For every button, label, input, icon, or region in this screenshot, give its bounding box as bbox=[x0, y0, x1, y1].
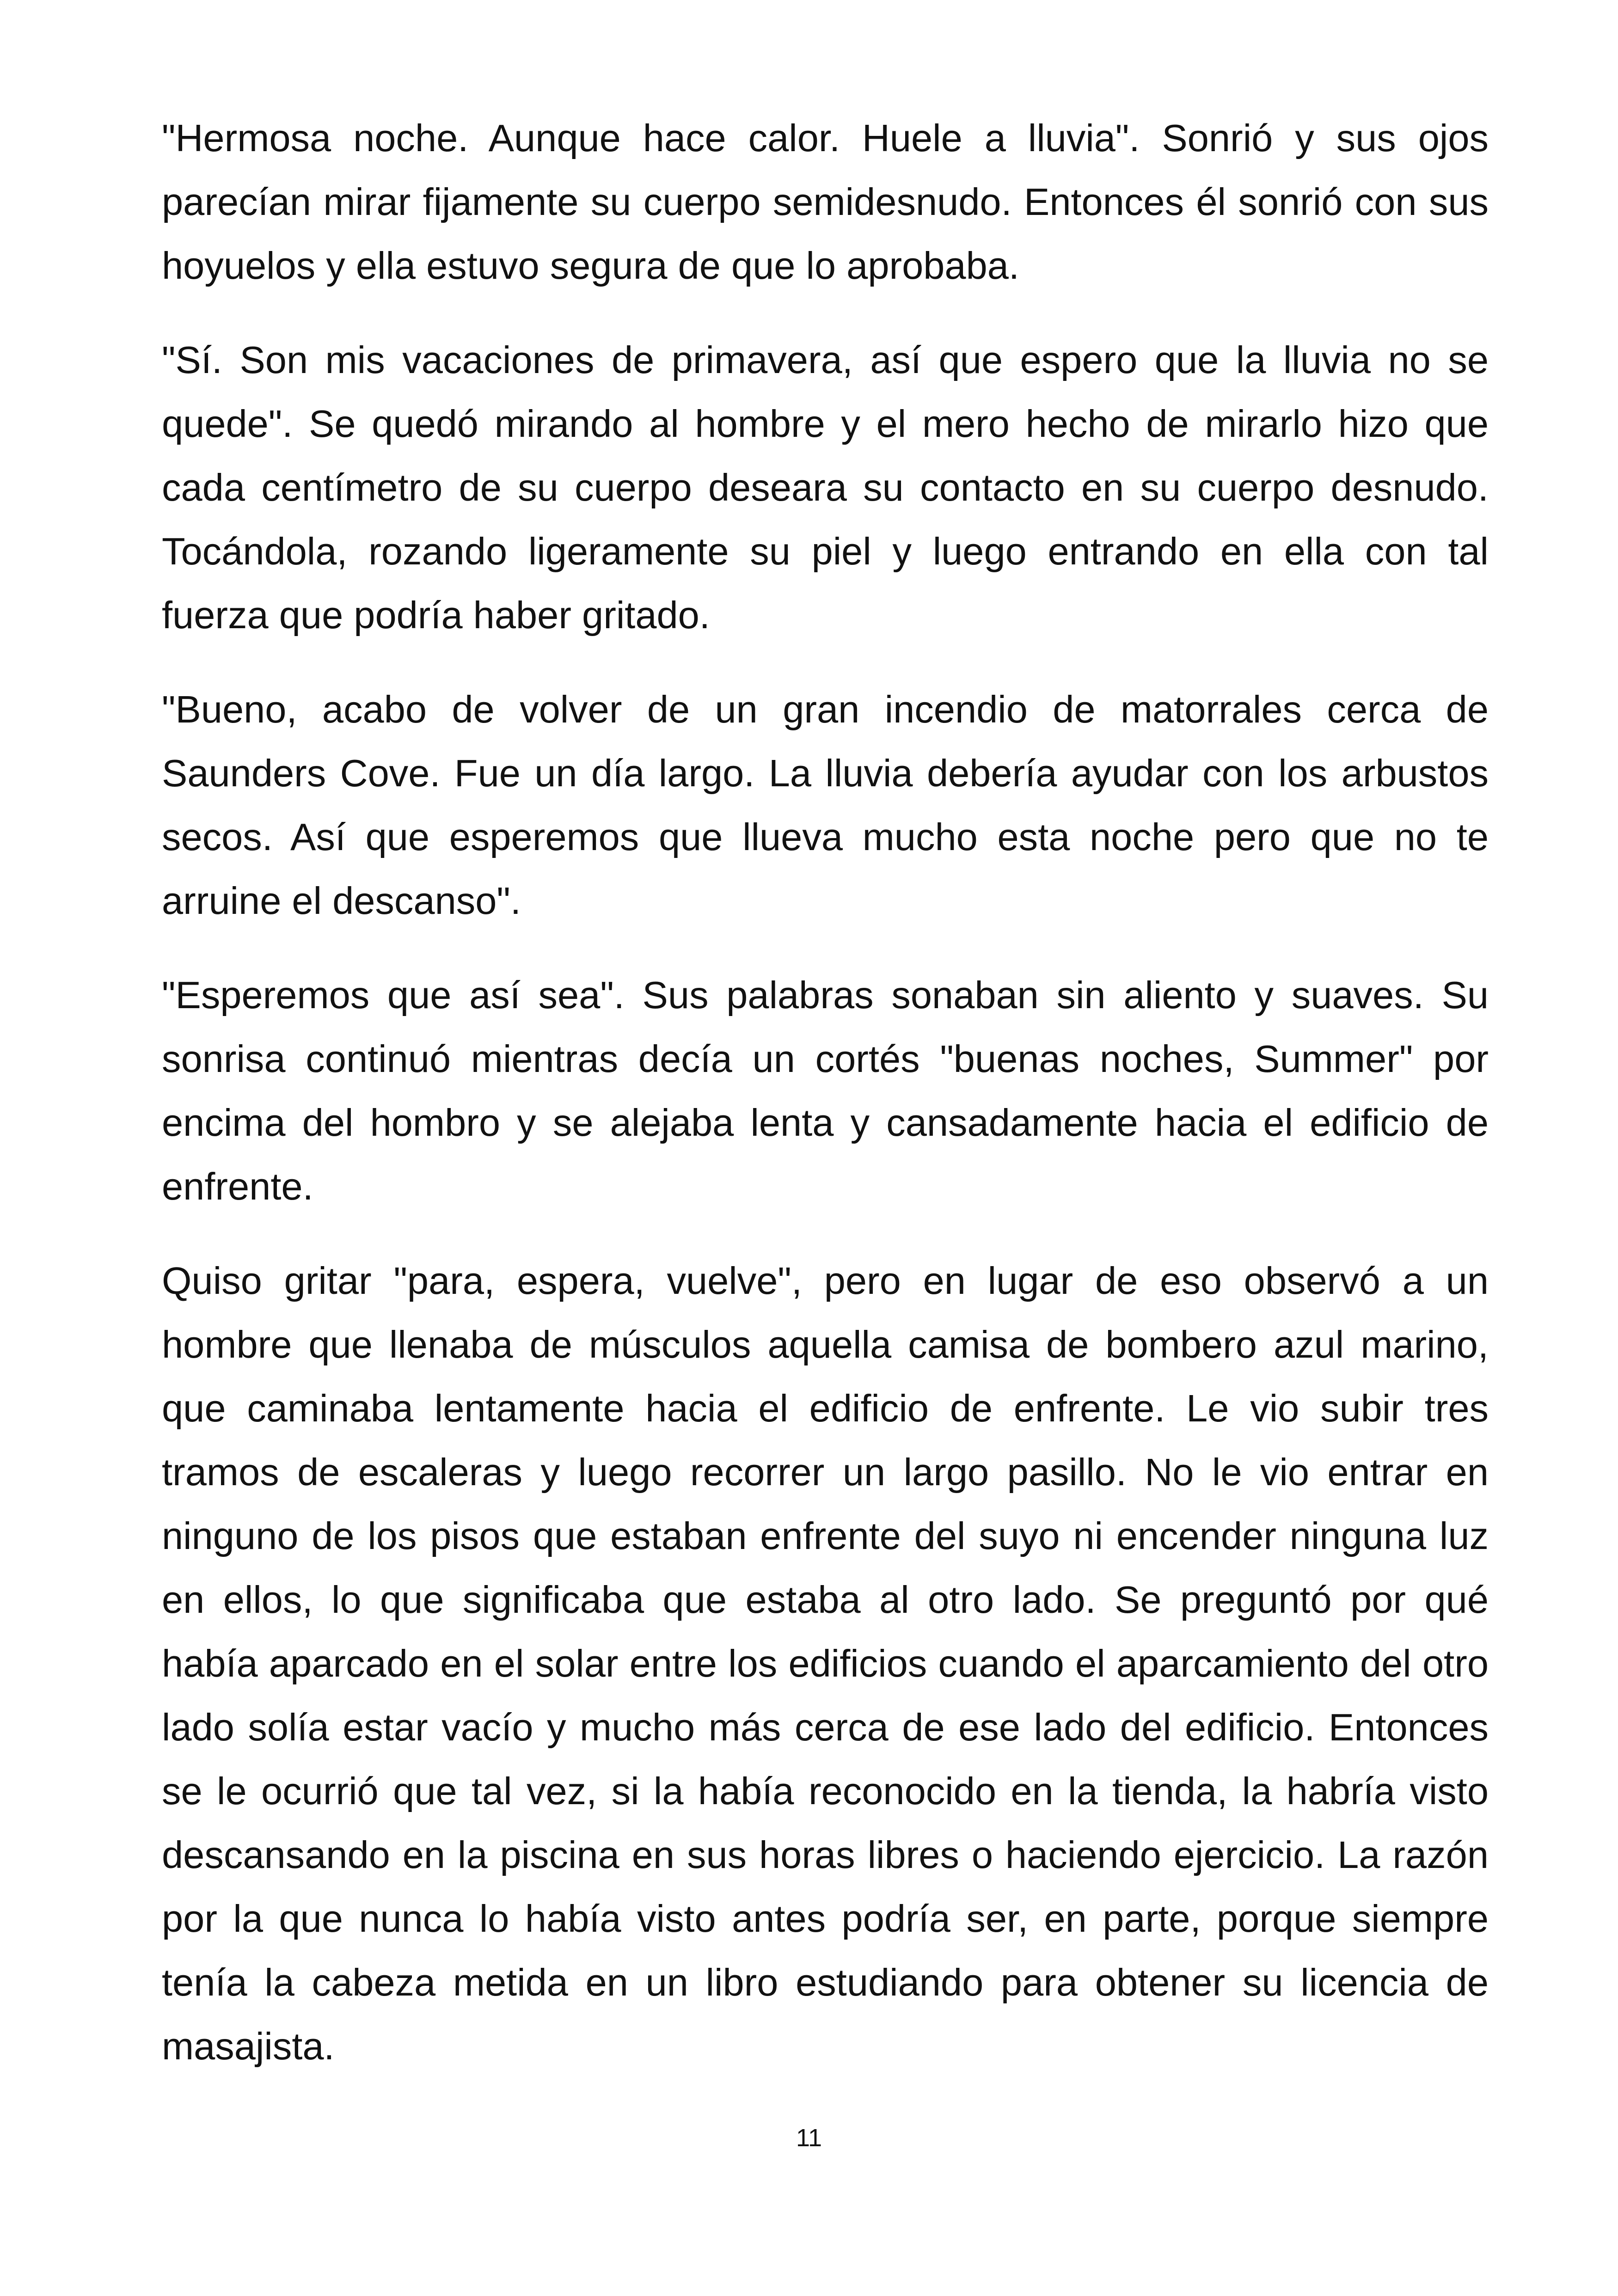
paragraph-1: "Hermosa noche. Aunque hace calor. Huele a lluvia". Sonrió y sus ojos parecían mirar fijamente su cuerpo semidesnudo. Entonces él sonrió con sus hoyuelos y ella estuvo segura de que lo aprobaba. bbox=[162, 116, 1489, 287]
paragraph-2: "Sí. Son mis vacaciones de primavera, así que espero que la lluvia no se quede". Se quedó mirando al hombre y el mero hecho de mirarlo hizo que cada centímetro de su cuerpo deseara su contacto en su cuerpo desnudo. Tocándola, rozando ligeramente su piel y luego entrando en ella con tal fuerza que podría haber gritado. bbox=[162, 338, 1489, 637]
body-text bbox=[162, 106, 1489, 2109]
page-number: 11 bbox=[796, 2124, 822, 2152]
paragraph-4: "Esperemos que así sea". Sus palabras sonaban sin aliento y suaves. Su sonrisa continuó mientras decía un cortés "buenas noches, Summer" por encima del hombro y se alejaba lenta y cansadamente hacia el edificio de enfrente. bbox=[162, 974, 1489, 1208]
paragraph-5: Quiso gritar "para, espera, vuelve", pero en lugar de eso observó a un hombre que llenaba de músculos aquella camisa de bombero azul marino, que caminaba lentamente hacia el edificio de enfrente. Le vio subir tres tramos de escaleras y luego recorrer un largo pasillo. No le vio entrar en ninguno de los pisos que estaban enfrente del suyo ni encender ninguna luz en ellos, lo que significaba que estaba al otro lado. Se preguntó por qué había aparcado en el solar entre los edificios cuando el aparcamiento del otro lado solía estar vacío y mucho más cerca de ese lado del edificio. Entonces se le ocurrió que tal vez, si la había reconocido en la tienda, la habría visto descansando en la piscina en sus horas libres o haciendo ejercicio. La razón por la que nunca lo había visto antes podría ser, en parte, porque siempre tenía la cabeza metida en un libro estudiando para obtener su licencia de masajista. bbox=[162, 1259, 1489, 2068]
paragraph-3: "Bueno, acabo de volver de un gran incendio de matorrales cerca de Saunders Cove. Fue un día largo. La lluvia debería ayudar con los arbustos secos. Así que esperemos que llueva mucho esta noche pero que no te arruine el descanso". bbox=[162, 688, 1489, 922]
